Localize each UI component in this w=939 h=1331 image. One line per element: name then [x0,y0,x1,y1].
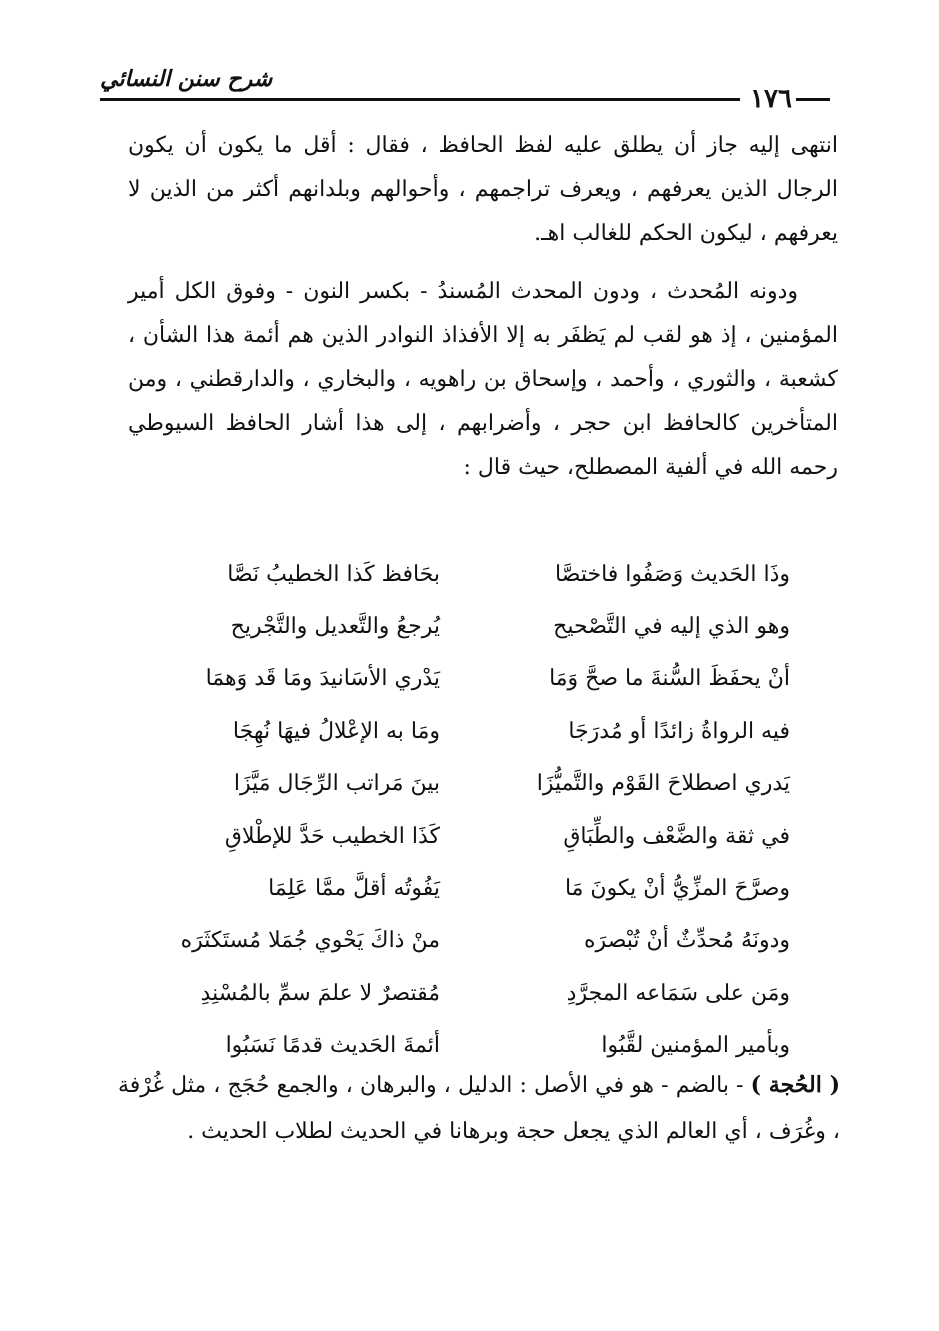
verse-second-hemistich: يَدْري الأسَانيدَ ومَا قَد وَهمَا [205,666,440,692]
verse-second-hemistich: يَفُوتُه أقلَّ ممَّا عَلِمَا [268,876,440,902]
verse-first-hemistich: وصرَّحَ المزِّيُّ أنْ يكونَ مَا [564,876,790,902]
verse-second-hemistich: ومَا به الإعْلالُ فيهَا نُهِجَا [232,718,440,744]
verse-second-hemistich: منْ ذاكَ يَحْوي جُمَلا مُستَكثَرَه [180,928,440,954]
verse-line [120,967,790,1019]
header-rule [100,98,830,101]
verse-second-hemistich: يُرجعُ والتَّعديل والتَّجْريح [230,614,440,640]
verse-first-hemistich: فيه الرواةُ زائدًا أو مُدرَجَا [568,718,790,744]
paragraph: انتهى إليه جاز أن يطلق عليه لفظ الحافظ ، فقال : أقل ما يكون أن يكون الرجال الذين يعرفهم ، ويعرف تراجمهم ، وأحوالهم وبلدانهم أكثر من الذين لا يعرفهم ، ليكون الحكم للغالب اهـ. [128,133,838,246]
page-header [100,58,830,114]
verse-first-hemistich: وبأمير المؤمنين لقَّبُوا [601,1033,790,1059]
defined-term: ( الحُجة ) [750,1072,840,1098]
page-number: ١٧٦ [746,86,796,112]
verse-first-hemistich: وهو الذي إليه في التَّصْحيح [553,614,790,640]
verse-line [120,810,790,862]
verse-first-hemistich: يَدري اصطلاحَ القَوْم والتَّميُّزَا [536,771,790,797]
commentary-text [128,124,838,490]
definition-paragraph [118,1062,840,1155]
verse-line [120,758,790,810]
term-definition: - بالضم - هو في الأصل : الدليل ، والبرهان ، والجمع حُجَج ، مثل غُرْفة ، وغُرَف ، أي العالم الذي يجعل حجة وبرهانا في الحديث لطلاب الحديث . [118,1073,840,1144]
verse-first-hemistich: في ثقة والضَّعْف والطِّبَاقِ [563,823,790,849]
poem-verses [120,548,790,1072]
verse-line [120,862,790,914]
verse-second-hemistich: بحَافظ كَذا الخطيبُ نَصَّا [227,561,440,587]
page-number-block [740,86,830,112]
verse-second-hemistich: بينَ مَراتب الرِّجَال مَيَّزَا [233,771,440,797]
book-title: شرح سنن النسائي [100,66,273,92]
page-number-dash [796,98,830,101]
verse-first-hemistich: أنْ يحفَظَ السُّنةَ ما صحَّ وَمَا [549,666,790,692]
verse-first-hemistich: وذَا الحَديث وَصَفُوا فاختصَّا [555,561,790,587]
verse-second-hemistich: مُقتصرٌ لا علمَ سمِّ بالمُسْنِدِ [200,980,440,1006]
verse-first-hemistich: ودونَهُ مُحدِّثٌ أنْ تُبْصرَه [584,928,790,954]
verse-second-hemistich: كَذَا الخطيب حَدَّ للإطْلاقِ [224,823,440,849]
verse-line [120,600,790,652]
paragraph: ودونه المُحدث ، ودون المحدث المُسندُ - بكسر النون - وفوق الكل أمير المؤمنين ، إذ هو لقب لم يَظفَر به إلا الأفذاذ النوادر الذين هم أئمة هذا الشأن ، كشعبة ، والثوري ، وأحمد ، وإسحاق بن راهويه ، والبخاري ، والدارقطني ، ومن المتأخرين كالحافظ ابن حجر ، وأضرابهم ، إلى هذا أشار الحافظ السيوطي رحمه الله في ألفية المصطلح، حيث قال : [128,279,838,480]
verse-line [120,548,790,600]
verse-line [120,653,790,705]
verse-first-hemistich: ومَن على سَمَاعه المجرَّدِ [566,980,790,1006]
verse-line [120,705,790,757]
verse-second-hemistich: أئمةَ الحَديث قدمًا نَسَبُوا [225,1033,440,1059]
verse-line [120,915,790,967]
